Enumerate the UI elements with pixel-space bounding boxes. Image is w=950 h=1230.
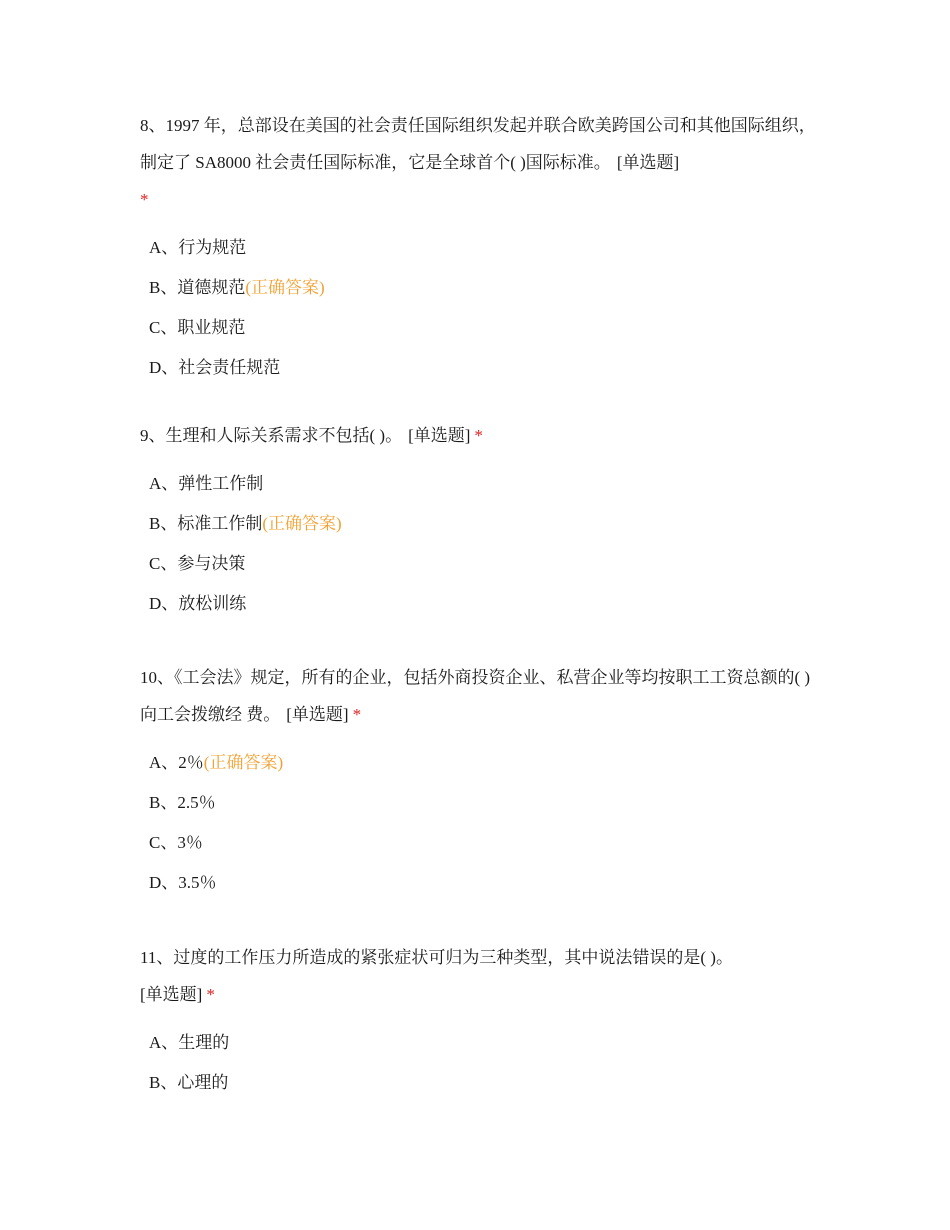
option-text: 道德规范 [177, 278, 246, 297]
required-mark: * [352, 705, 362, 724]
option-a[interactable] [149, 743, 820, 783]
option-list [140, 228, 820, 388]
option-text: 职业规范 [177, 318, 246, 337]
option-letter: D、 [149, 594, 179, 613]
required-mark: * [140, 190, 149, 209]
option-letter: B、 [149, 514, 178, 533]
option-text: 标准工作制 [177, 514, 263, 533]
option-letter: D、 [149, 358, 179, 377]
option-letter: B、 [149, 278, 178, 297]
option-text: 生理的 [178, 1033, 230, 1052]
option-text: 3％ [177, 833, 203, 852]
option-a[interactable] [149, 1023, 820, 1063]
question-text [140, 939, 820, 1013]
option-letter: D、 [149, 873, 179, 892]
option-b[interactable] [149, 783, 820, 823]
question-text [140, 659, 820, 733]
question-type-tag: [单选题] [286, 705, 349, 724]
question-10 [140, 659, 820, 903]
question-body: 《工会法》规定，所有的企业，包括外商投资企业、私营企业等均按职工工资总额的( )向工会拨缴经 费。 [140, 668, 811, 724]
option-c[interactable] [149, 823, 820, 863]
option-letter: C、 [149, 318, 178, 337]
option-text: 3.5％ [178, 873, 217, 892]
option-letter: A、 [149, 474, 179, 493]
option-b[interactable] [149, 504, 820, 544]
option-text: 放松训练 [178, 594, 247, 613]
option-text: 2.5％ [177, 793, 216, 812]
question-11 [140, 939, 820, 1103]
option-list [140, 464, 820, 624]
option-letter: C、 [149, 554, 178, 573]
question-9 [140, 417, 820, 624]
question-body: 1997 年，总部设在美国的社会责任国际组织发起并联合欧美跨国公司和其他国际组织，制定了 SA8000 社会责任国际标准，它是全球首个( )国际标准。 [140, 116, 816, 172]
option-b[interactable] [149, 1063, 820, 1103]
required-mark: * [474, 426, 483, 445]
option-b[interactable] [149, 268, 820, 308]
option-text: 2％ [178, 753, 204, 772]
option-list [140, 743, 820, 903]
option-a[interactable] [149, 464, 820, 504]
option-text: 社会责任规范 [178, 358, 281, 377]
option-text: 心理的 [177, 1073, 229, 1092]
question-8 [140, 107, 820, 388]
option-d[interactable] [149, 584, 820, 624]
question-number: 10、 [140, 668, 174, 687]
correct-answer-note: (正确答案) [262, 514, 342, 533]
correct-answer-note: (正确答案) [245, 278, 325, 297]
option-text: 参与决策 [177, 554, 246, 573]
option-letter: C、 [149, 833, 178, 852]
option-a[interactable] [149, 228, 820, 268]
question-type-tag: [单选题] [140, 985, 203, 1004]
question-text [140, 417, 820, 454]
question-body: 过度的工作压力所造成的紧张症状可归为三种类型，其中说法错误的是( )。 [173, 948, 733, 967]
question-body: 生理和人际关系需求不包括( )。 [165, 426, 403, 445]
option-letter: A、 [149, 1033, 179, 1052]
correct-answer-note: (正确答案) [203, 753, 284, 772]
question-number: 8、 [140, 116, 166, 135]
question-type-tag: [单选题] [408, 426, 471, 445]
option-c[interactable] [149, 308, 820, 348]
option-d[interactable] [149, 863, 820, 903]
option-letter: B、 [149, 1073, 178, 1092]
option-letter: A、 [149, 238, 179, 257]
question-text [140, 107, 820, 218]
option-letter: A、 [149, 753, 179, 772]
question-number: 9、 [140, 426, 166, 445]
option-letter: B、 [149, 793, 178, 812]
option-text: 弹性工作制 [178, 474, 264, 493]
option-text: 行为规范 [178, 238, 247, 257]
option-list [140, 1023, 820, 1103]
option-c[interactable] [149, 544, 820, 584]
question-number: 11、 [140, 948, 174, 967]
option-d[interactable] [149, 348, 820, 388]
required-mark: * [206, 985, 215, 1004]
question-type-tag: [单选题] [616, 153, 680, 172]
